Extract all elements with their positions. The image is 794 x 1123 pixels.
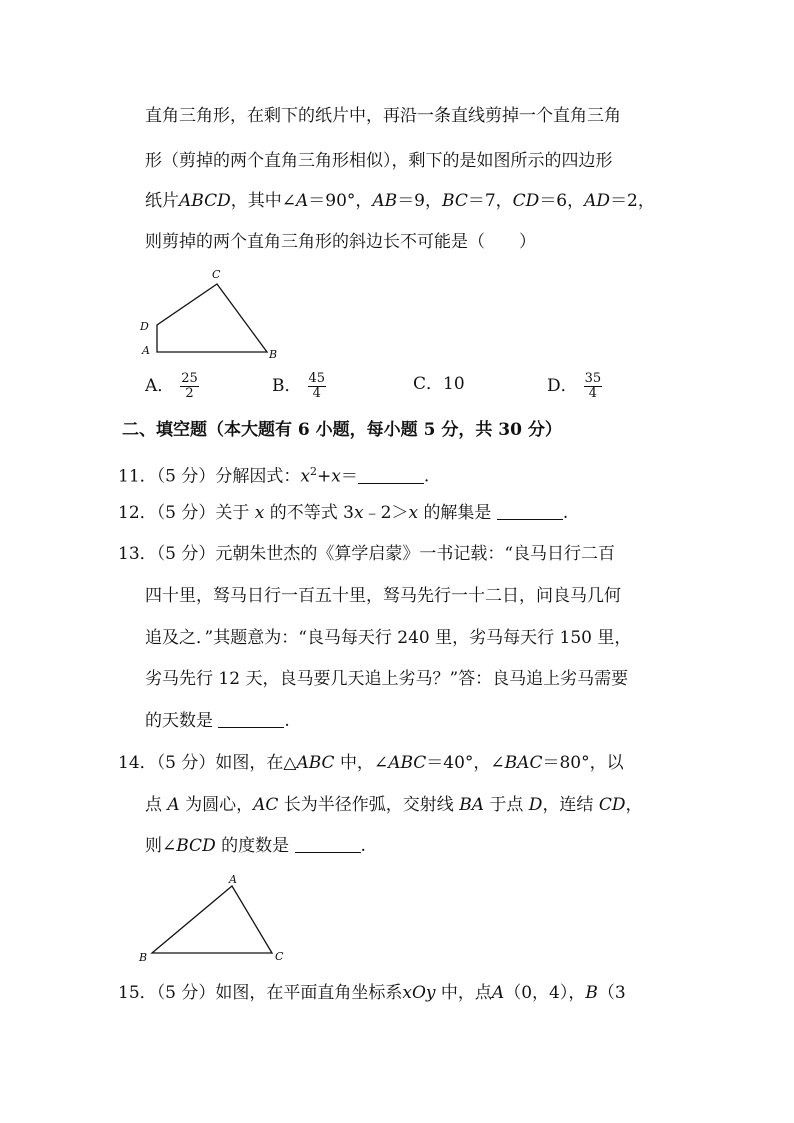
vertex-label-b: B [269, 348, 278, 361]
triangle-figure [134, 870, 294, 970]
option-b: B． $\frac{45}{4}$ [272, 371, 326, 401]
question-11: 11．（5 分）分解因式：$x^2+x=$ . [118, 465, 430, 487]
vertex-label-d: D [140, 320, 149, 333]
question-15: 15．（5 分）如图，在平面直角坐标系xOy 中，点A（0，4），B（3 [118, 983, 626, 1003]
answer-blank-12[interactable] [497, 503, 563, 520]
answer-blank-13[interactable] [218, 711, 284, 728]
vertex-label-a: A [229, 873, 237, 886]
option-c: C．10 [413, 374, 465, 394]
q10-line-4: 则剪掉的两个直角三角形的斜边长不可能是（ ） [145, 232, 536, 252]
vertex-label-c: C [212, 268, 221, 281]
quadrilateral-figure [130, 262, 290, 362]
question-13-line-4: 劣马先行 12 天，良马要几天追上劣马？”答：良马追上劣马需要 [145, 669, 629, 689]
q10-line-2: 形（剪掉的两个直角三角形相似），剩下的是如图所示的四边形 [145, 151, 613, 171]
option-d: D． $\frac{35}{4}$ [547, 371, 602, 401]
quadrilateral-abcd [157, 284, 267, 352]
vertex-label-a: A [142, 344, 150, 357]
question-14-line-1: 14．（5 分）如图，在△ABC 中，∠ABC＝40°，∠BAC＝80°，以 [118, 753, 624, 773]
question-13-line-1: 13．（5 分）元朝朱世杰的《算学启蒙》一书记载：“良马日行二百 [118, 544, 616, 564]
triangle-abc [152, 886, 272, 953]
option-a: A． $\frac{25}{2}$ [145, 371, 198, 401]
question-14-line-3: 则∠BCD 的度数是 . [145, 836, 366, 856]
answer-blank-14[interactable] [295, 836, 361, 853]
question-14-line-2: 点 A 为圆心，AC 长为半径作弧，交射线 BA 于点 D，连结 CD， [145, 795, 643, 815]
question-13-line-3: 追及之．”其题意为：“良马每天行 240 里，劣马每天行 150 里， [145, 628, 632, 648]
q10-line-3: 纸片ABCD，其中∠A＝90°，AB＝9，BC＝7，CD＝6，AD＝2， [145, 191, 655, 211]
q10-line-1: 直角三角形，在剩下的纸片中，再沿一条直线剪掉一个直角三角 [145, 106, 621, 126]
section-heading: 二、填空题（本大题有 6 小题，每小题 5 分，共 30 分） [122, 420, 562, 440]
vertex-label-c: C [275, 950, 284, 963]
question-13-line-5: 的天数是 . [145, 711, 290, 731]
vertex-label-b: B [139, 951, 148, 964]
answer-blank-11[interactable] [358, 467, 424, 484]
question-12: 12．（5 分）关于 x 的不等式 3x﹣2＞x 的解集是 . [118, 503, 569, 523]
question-13-line-2: 四十里，驽马日行一百五十里，驽马先行一十二日，问良马几何 [145, 586, 621, 606]
